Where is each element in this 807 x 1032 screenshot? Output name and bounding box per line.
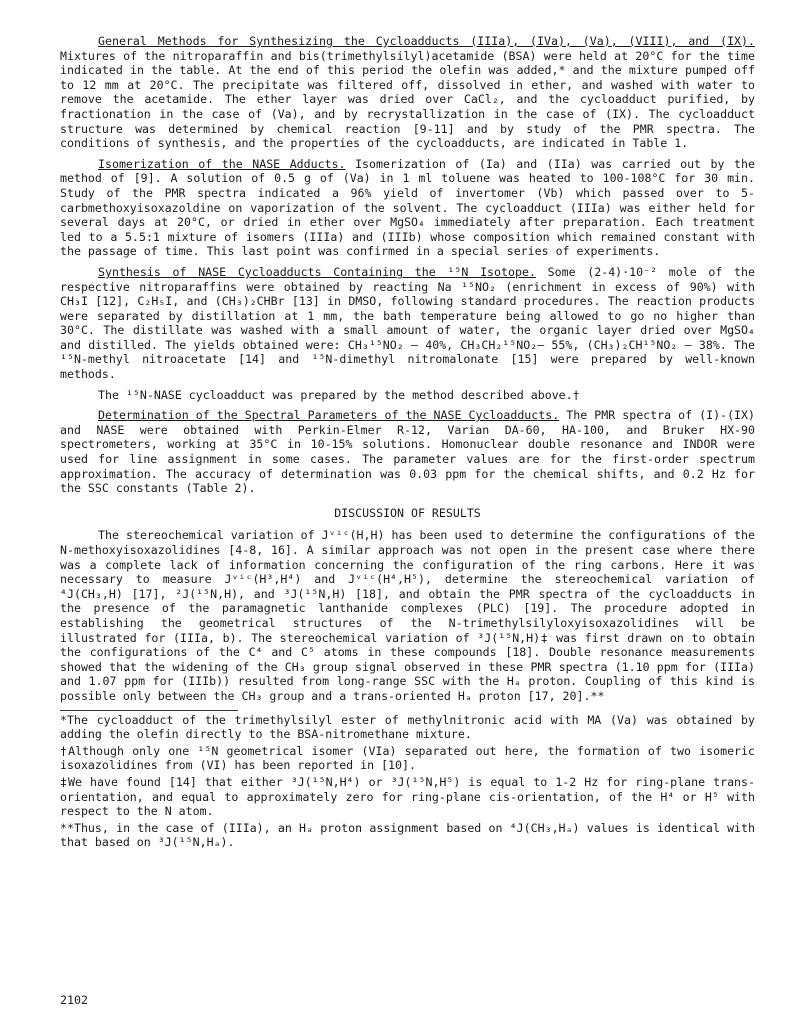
section-text: The PMR spectra of (I)-(IX) and NASE were obtained with Perkin-Elmer R-12, Varian DA-60, HA-100, and Bruker HX-90 spectrometers, working at 35°C in 10-15% solutions. Homonuclear double resonance and INDOR were used for line assignment in some cases. The parameter values are for the first-order spectrum approximation. The accuracy of determination was 0.03 ppm for the chemical shifts, and 0.2 Hz for the SSC constants (Table 2). [60, 408, 755, 496]
footnote-2: †Although only one ¹⁵N geometrical isomer (VIa) separated out here, the formation of two isomeric isoxazolidines from (VI) has been reported in [10]. [60, 743, 755, 773]
section-heading: Synthesis of NASE Cycloadducts Containing the ¹⁵N Isotope. [98, 264, 536, 279]
footnote-3: ‡We have found [14] that either ³J(¹⁵N,H⁴) or ³J(¹⁵N,H⁵) is equal to 1-2 Hz for ring-plane trans-orientation, and equal to approximately zero for ring-plane cis-orientation, of the H⁴ or H⁵ with respect to the N atom. [60, 774, 755, 819]
discussion-title: DISCUSSION OF RESULTS [334, 505, 481, 520]
footnote-1: *The cycloadduct of the trimethylsilyl ester of methylnitronic acid with MA (Va) was obtained by adding the olefin directly to the BSA-nitromethane mixture. [60, 712, 755, 742]
paragraph-spectral-parameters [60, 408, 755, 496]
footnote-divider [60, 710, 238, 711]
footnote-4: **Thus, in the case of (IIIa), an Hₐ proton assignment based on ⁴J(CH₃,Hₐ) values is identical with that based on ³J(¹⁵N,Hₐ). [60, 820, 755, 850]
paragraph-discussion: The stereochemical variation of Jᵛⁱᶜ(H,H) has been used to determine the configurations of the N-methoxyisoxazolidines [4-8, 16]. A similar approach was not open in the present case where there was a complete lack of information concerning the configuration of the ring carbons. Here it was necessary to measure Jᵛⁱᶜ(H³,H⁴) and Jᵛⁱᶜ(H⁴,H⁵), determine the stereochemical variation of ⁴J(CH₃,H) [17], ²J(¹⁵N,H), and ³J(¹⁵N,H) [18], and obtain the PMR spectra of the cycloadducts in the presence of the paramagnetic lanthanide complexes (PLC) [19]. The procedure adopted in establishing the geometrical structures of the N-trimethylsilyloxyisoxazolidines will be illustrated for (IIIa, b). The stereochemical variation of ³J(¹⁵N,H)‡ was first drawn on to obtain the configurations of the C⁴ and C⁵ atoms in these compounds [18]. Double resonance measurements showed that the widening of the CH₃ group signal observed in these PMR spectra (1.10 ppm for (IIIa) and 1.07 ppm for (IIIb)) resulted from long-range SSC with the Hₐ proton. Coupling of this kind is possible only between the CH₃ group and a trans-oriented Hₐ proton [17, 20].** [60, 528, 755, 703]
section-heading: General Methods for Synthesizing the Cycloadducts (IIIa), (IVa), (Va), (VIII), and (IX). [98, 34, 755, 48]
section-text: Mixtures of the nitroparaffin and bis(trimethylsilyl)acetamide (BSA) were held at 20°C for the time indicated in the table. At the end of this period the olefin was added,* and the mixture pumped off to 12 mm at 20°C. The precipitate was filtered off, dissolved in ether, and washed with water to remove the acetamide. The ether layer was dried over CaCl₂, and the cycloadduct purified, by fractionation in the case of (Va), and by recrystallization in the case of (IX). The cycloadduct structure was determined by chemical reaction [9-11] and by study of the PMR spectra. The conditions of synthesis, and the properties of the cycloadducts, are indicated in Table 1. [60, 48, 755, 151]
paragraph-isotope-synthesis [60, 265, 755, 382]
paragraph-general-methods [60, 34, 755, 151]
paragraph-isotope-note [60, 388, 755, 403]
paragraph-isomerization [60, 157, 755, 259]
section-heading: Isomerization of the NASE Adducts. [98, 156, 346, 171]
section-text: Some (2-4)·10⁻² mole of the respective nitroparaffins were obtained by reacting Na ¹⁵NO₂ (enrichment in excess of 90%) with CH₃I [12], C₂H₅I, and (CH₃)₂CHBr [13] in DMSO, following standard procedures. The reaction products were separated by distillation at 1 mm, the bath temperature being allowed to go no higher than 30°C. The distillate was washed with a small amount of water, the organic layer dried over MgSO₄ and distilled. The yields obtained were: CH₃¹⁵NO₂ — 40%, CH₃CH₂¹⁵NO₂— 55%, (CH₃)₂CH¹⁵NO₂ — 38%. The ¹⁵N-methyl nitroacetate [14] and ¹⁵N-dimethyl nitromalonate [15] were prepared by well-known methods. [60, 264, 755, 382]
section-text: Isomerization of (Ia) and (IIa) was carried out by the method of [9]. A solution of 0.5 g of (Va) in 1 ml toluene was heated to 100-108°C for 30 min. Study of the PMR spectra indicated a 96% yield of invertomer (Vb) which passed over to 5-carbmethoxyisoxazoldine on vaporization of the solvent. The cycloadduct (IIIa) was either held for several days at 20°C, or dried in ether over MgSO₄ immediately after preparation. Each treatment led to a 5.5:1 mixture of isomers (IIIa) and (IIIb) whose composition which remained constant with the passage of time. This last point was confirmed in a special series of experiments. [60, 156, 755, 259]
page-number: 2102 [60, 993, 88, 1007]
page-body [60, 34, 755, 852]
section-text: The ¹⁵N-NASE cycloadduct was prepared by the method described above.† [98, 387, 580, 402]
section-heading: Determination of the Spectral Parameters of the NASE Cycloadducts. [98, 408, 560, 423]
